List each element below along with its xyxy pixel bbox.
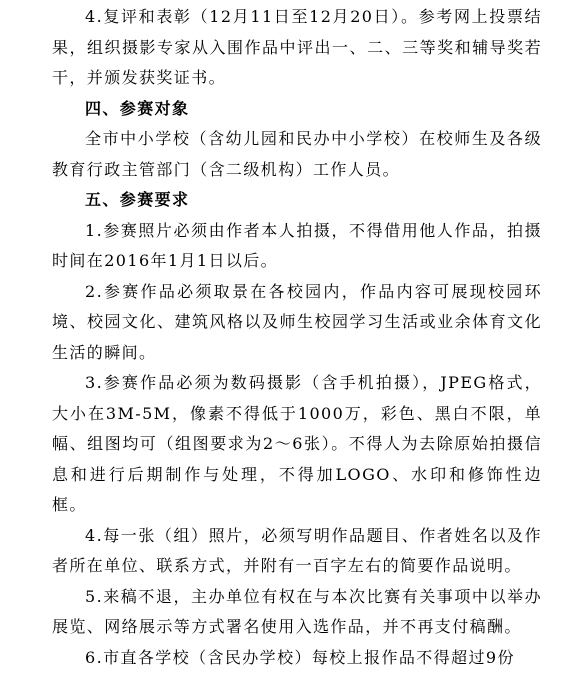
requirement-1: 1.参赛照片必须由作者本人拍摄，不得借用他人作品，拍摄时间在2016年1月1日以后。: [52, 216, 542, 277]
requirement-4: 4.每一张（组）照片，必须写明作品题目、作者姓名以及作者所在单位、联系方式，并附有一百字左右的简要作品说明。: [52, 521, 542, 582]
paragraph-participants: 全市中小学校（含幼儿园和民办中小学校）在校师生及各级教育行政主管部门（含二级机构）工作人员。: [52, 124, 542, 185]
requirement-6: 6.市直各学校（含民办学校）每校上报作品不得超过9份: [52, 643, 542, 673]
section-heading-requirements: 五、参赛要求: [52, 185, 542, 216]
requirement-5: 5.来稿不退，主办单位有权在与本次比赛有关事项中以举办展览、网络展示等方式署名使用入选作品，并不再支付稿酬。: [52, 582, 542, 643]
section-heading-participants: 四、参赛对象: [52, 94, 542, 125]
paragraph-review-award: 4.复评和表彰（12月11日至12月20日）。参考网上投票结果，组织摄影专家从入围作品中评出一、二、三等奖和辅导奖若干，并颁发获奖证书。: [52, 2, 542, 94]
requirement-3: 3.参赛作品必须为数码摄影（含手机拍摄），JPEG格式，大小在3M-5M，像素不得低于1000万，彩色、黑白不限，单幅、组图均可（组图要求为2～6张）。不得人为去除原始拍摄信息和进行后期制作与处理，不得加LOGO、水印和修饰性边框。: [52, 368, 542, 521]
requirement-2: 2.参赛作品必须取景在各校园内，作品内容可展现校园环境、校园文化、建筑风格以及师生校园学习生活或业余体育文化生活的瞬间。: [52, 277, 542, 369]
